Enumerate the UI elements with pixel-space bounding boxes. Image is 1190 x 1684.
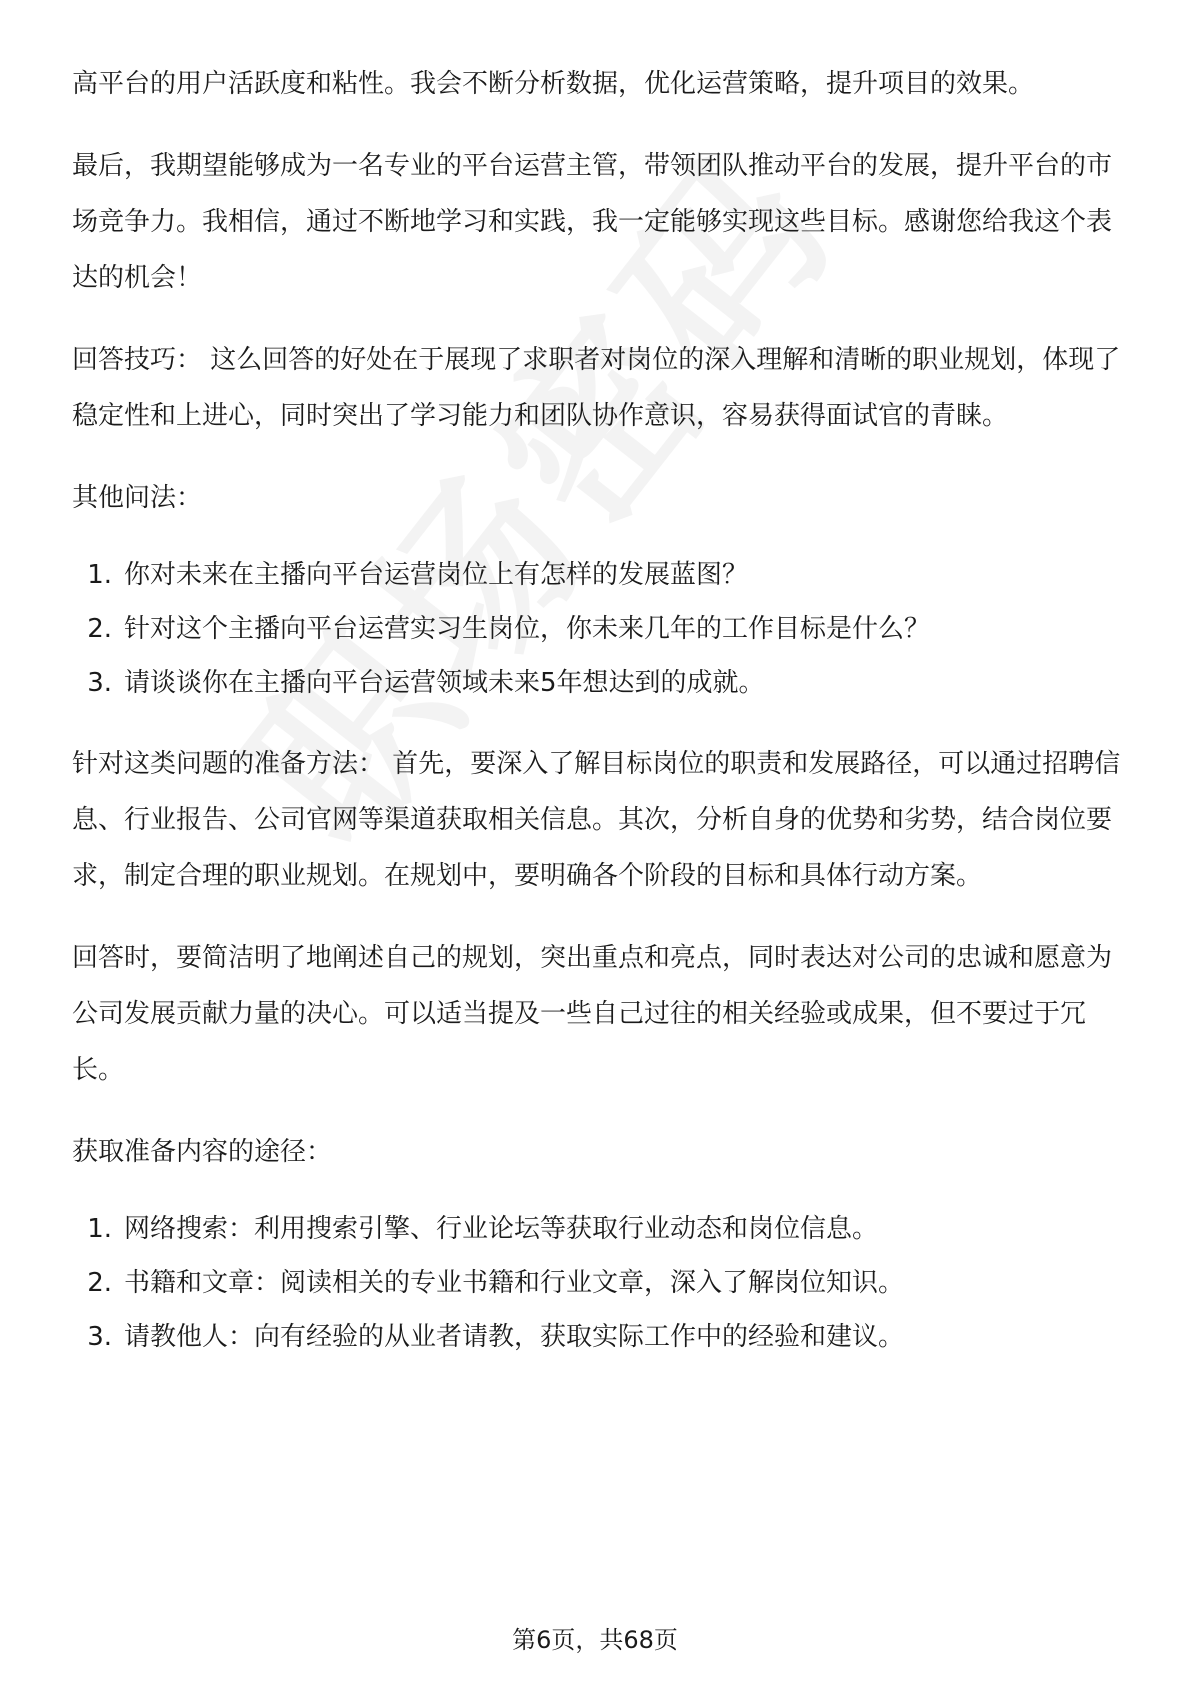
page-footer: 第6页，共68页	[512, 1626, 678, 1654]
sources-heading: 获取准备内容的途径：	[72, 1137, 333, 1167]
list-item: 1. 你对未来在主播向平台运营岗位上有怎样的发展蓝图？	[87, 560, 749, 590]
paragraph: 最后，我期望能够成为一名专业的平台运营主管，带领团队推动平台的发展，提升平台的市场竞争力。我相信，通过不断地学习和实践，我一定能够实现这些目标。感谢您给我这个表达的机会！	[72, 151, 1113, 293]
other-questions-list	[72, 548, 1122, 710]
answer-tips-paragraph: 回答技巧： 这么回答的好处在于展现了求职者对岗位的深入理解和清晰的职业规划，体现了稳定性和上进心，同时突出了学习能力和团队协作意识，容易获得面试官的青睐。	[72, 345, 1121, 431]
paragraph: 高平台的用户活跃度和粘性。我会不断分析数据，优化运营策略，提升项目的效果。	[72, 69, 1035, 99]
list-item: 1. 网络搜索：利用搜索引擎、行业论坛等获取行业动态和岗位信息。	[87, 1214, 879, 1244]
list-item: 2. 针对这个主播向平台运营实习生岗位，你未来几年的工作目标是什么？	[87, 614, 931, 644]
list-item: 2. 书籍和文章：阅读相关的专业书籍和行业文章，深入了解岗位知识。	[87, 1268, 905, 1298]
paragraph: 回答时，要简洁明了地阐述自己的规划，突出重点和亮点，同时表达对公司的忠诚和愿意为公司发展贡献力量的决心。可以适当提及一些自己过往的相关经验或成果，但不要过于冗长。	[72, 943, 1113, 1085]
preparation-paragraph: 针对这类问题的准备方法： 首先，要深入了解目标岗位的职责和发展路径，可以通过招聘信息、行业报告、公司官网等渠道获取相关信息。其次，分析自身的优势和劣势，结合岗位要求，制定合理的职业规划。在规划中，要明确各个阶段的目标和具体行动方案。	[72, 749, 1121, 891]
list-item: 3. 请谈谈你在主播向平台运营领域未来5年想达到的成就。	[87, 668, 765, 698]
list-item: 3. 请教他人：向有经验的从业者请教，获取实际工作中的经验和建议。	[87, 1322, 905, 1352]
sources-list	[72, 1202, 1122, 1364]
other-questions-heading: 其他问法：	[72, 483, 203, 513]
page-content	[72, 56, 1122, 1364]
